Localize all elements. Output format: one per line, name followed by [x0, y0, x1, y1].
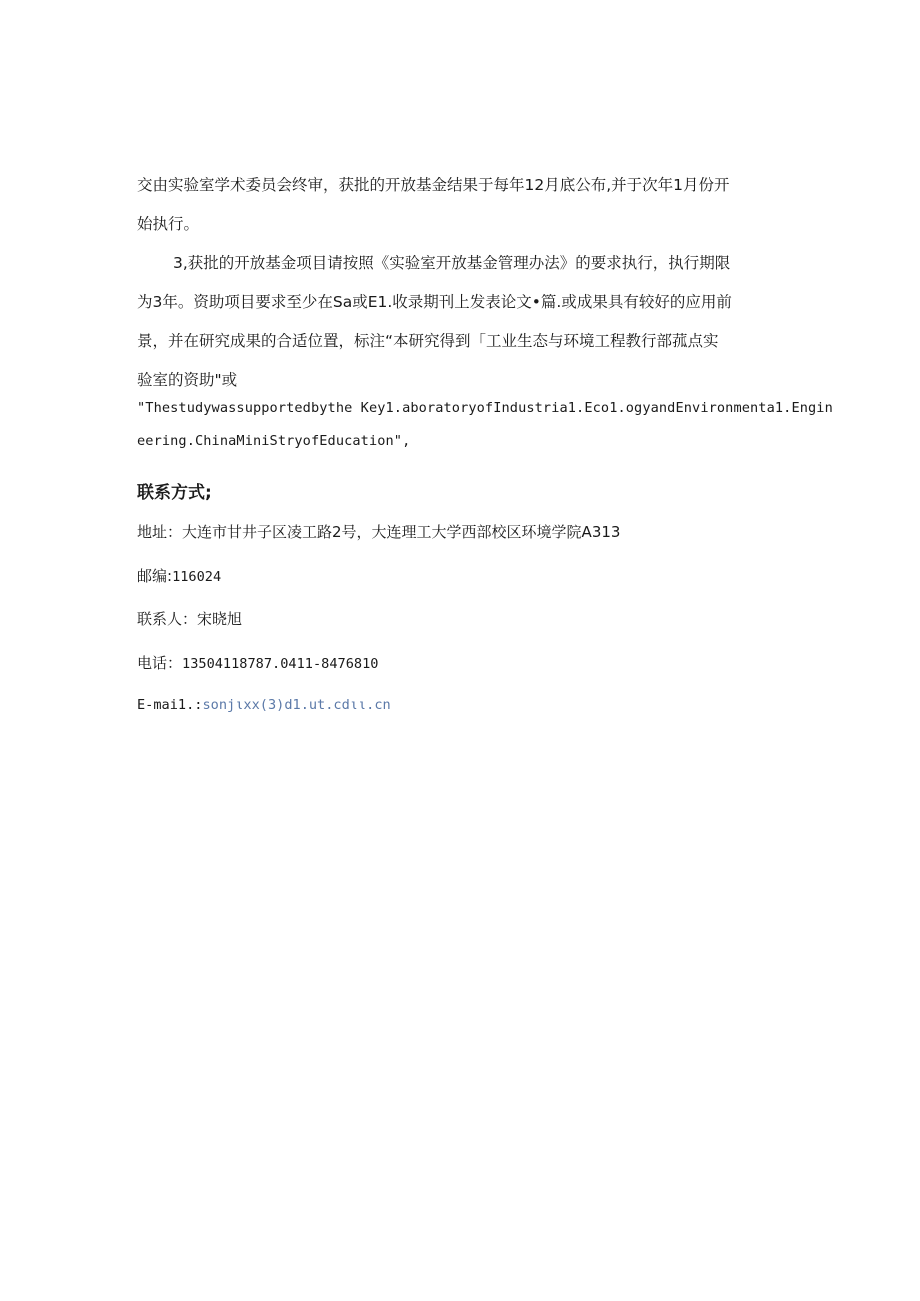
paragraph-line: 始执行。	[137, 215, 200, 233]
contact-postcode	[137, 565, 221, 586]
paragraph-line: 景，并在研究成果的合适位置，标注“本研究得到「工业生态与环境工程教行部菰点实	[137, 332, 719, 350]
acknowledgement-english	[137, 392, 833, 458]
paragraph-line: 3,获批的开放基金项目请按照《实验室开放基金管理办法》的要求执行，执行期限	[173, 254, 731, 272]
paragraph-line: "Thestudywassupportedbythe Key1.aboratoryofIndustria1.Eco1.ogyandEnvironmenta1.Engin	[137, 400, 833, 416]
phone-value: 13504118787.0411-8476810	[182, 656, 379, 672]
paragraph-line: 为3年。资助项目要求至少在Sa或E1.收录期刊上发表论文•篇.或成果具有较好的应用前	[137, 293, 732, 311]
postcode-label: 邮编:	[137, 567, 173, 585]
contact-phone	[137, 652, 378, 673]
contact-address	[137, 521, 620, 542]
phone-label: 电话：	[137, 654, 183, 672]
postcode-value: 116024	[172, 569, 222, 585]
paragraph-line: 交由实验室学术委员会终审，获批的开放基金结果于每年12月底公布,并于次年1月份开	[137, 176, 730, 194]
address-label: 地址：	[137, 523, 183, 541]
contact-heading: 联系方式;	[137, 483, 212, 503]
paragraph-review-schedule	[137, 166, 787, 244]
paragraph-line: 验室的资助"或	[137, 371, 238, 389]
contact-person	[137, 608, 242, 629]
contact-email	[137, 695, 391, 713]
paragraph-line: eering.ChinaMiniStryofEducation",	[137, 433, 411, 449]
email-label: E-mai1.:	[137, 697, 203, 713]
paragraph-project-requirements	[137, 244, 787, 400]
person-label: 联系人：	[137, 610, 198, 628]
person-value: 宋晓旭	[197, 610, 243, 628]
email-link[interactable]: sonjιxx(3)d1.ut.cdιι.cn	[202, 697, 391, 713]
address-value: 大连市甘井子区凌工路2号，大连理工大学西部校区环境学院A313	[182, 523, 621, 541]
